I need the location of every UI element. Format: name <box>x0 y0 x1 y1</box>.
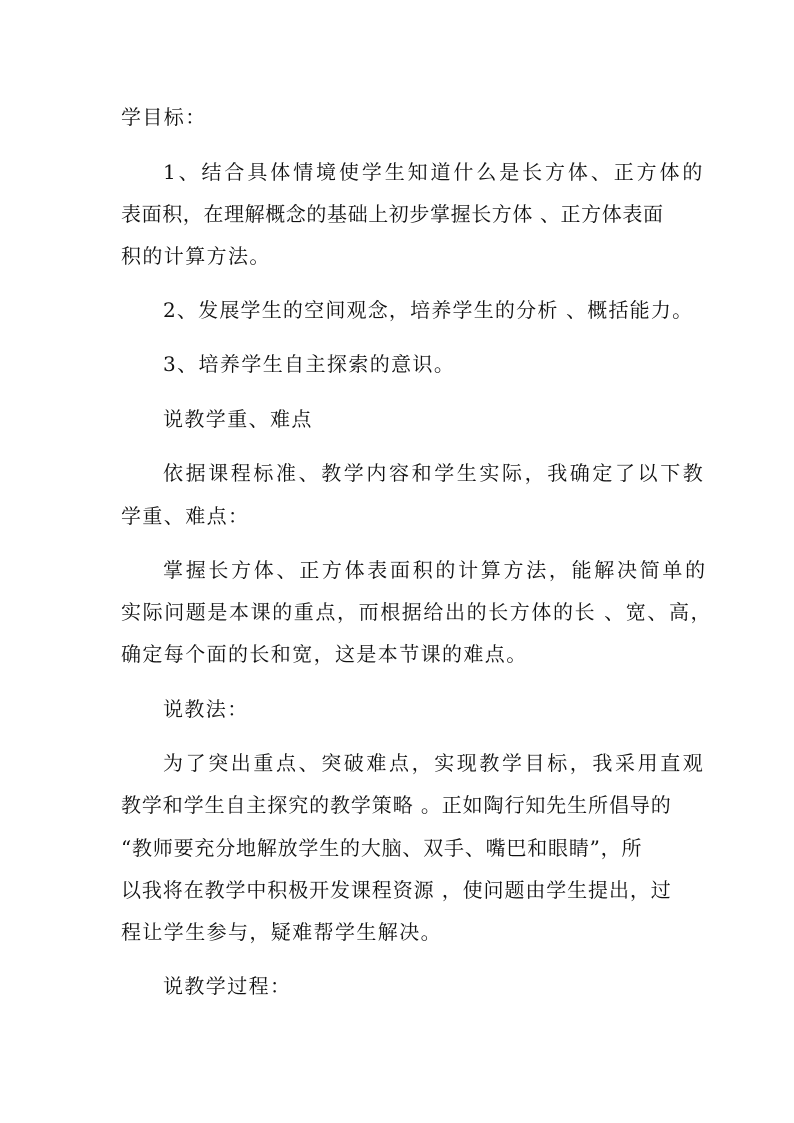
text-line-heading-objectives: 学目标： <box>121 105 207 129</box>
text-line-objective-1: 1、结合具体情境使学生知道什么是长方体、正方体的 <box>163 160 706 184</box>
text-line: 程让学生参与，疑难帮学生解决。 <box>121 920 442 944</box>
text-line: “教师要充分地解放学生的大脑、双手、嘴巴和眼睛”，所 <box>121 836 643 860</box>
text-line: 掌握长方体、正方体表面积的计算方法，能解决简单的 <box>163 558 708 582</box>
section-heading-teaching-method: 说教法： <box>163 697 249 721</box>
section-heading-teaching-process: 说教学过程： <box>163 974 292 998</box>
text-line: 为了突出重点、突破难点，实现教学目标，我采用直观 <box>163 751 706 775</box>
text-line: 表面积，在理解概念的基础上初步掌握长方体 、正方体表面 <box>121 202 664 226</box>
section-heading-key-points: 说教学重、难点 <box>163 407 313 431</box>
text-line: 学重、难点： <box>121 504 250 528</box>
text-line-objective-2: 2、发展学生的空间观念，培养学生的分析 、概括能力。 <box>163 298 694 322</box>
text-line: 确定每个面的长和宽，这是本节课的难点。 <box>121 642 528 666</box>
text-line: 以我将在教学中积极开发课程资源 ，使问题由学生提出，过 <box>121 878 672 902</box>
text-line: 积的计算方法。 <box>121 244 271 268</box>
text-line: 教学和学生自主探究的教学策略 。正如陶行知先生所倡导的 <box>121 793 672 817</box>
text-line-objective-3: 3、培养学生自主探索的意识。 <box>163 352 456 376</box>
text-line: 实际问题是本课的重点，而根据给出的长方体的长 、宽、高， <box>121 600 713 624</box>
text-line: 依据课程标准、教学内容和学生实际，我确定了以下教 <box>163 461 706 485</box>
